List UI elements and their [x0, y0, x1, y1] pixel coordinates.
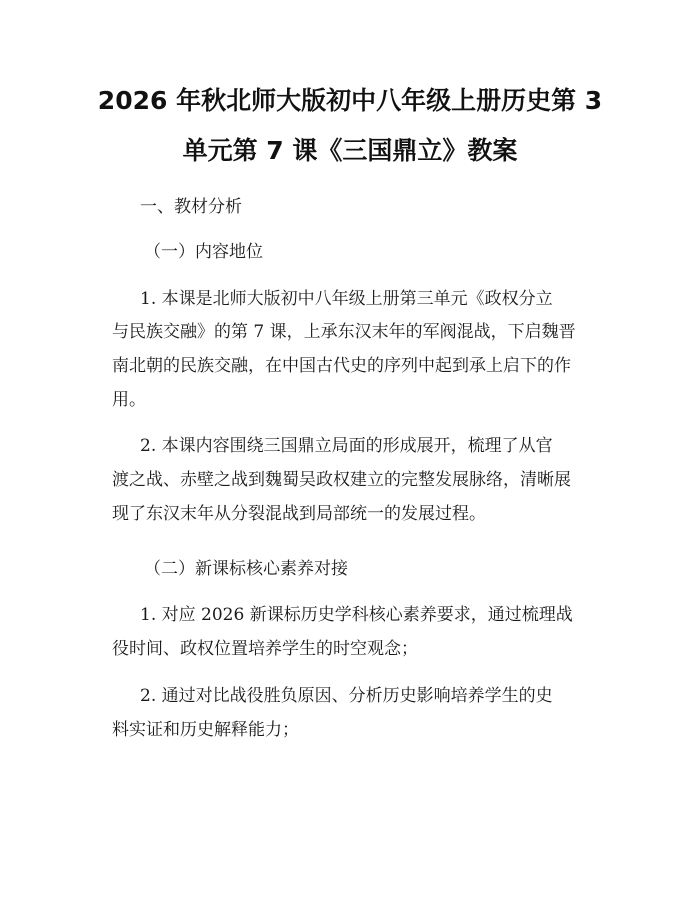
paragraph-line: 南北朝的民族交融，在中国古代史的序列中起到承上启下的作: [112, 356, 571, 376]
subsection-heading-content-position: （一）内容地位: [144, 242, 263, 262]
paragraph-line: 役时间、政权位置培养学生的时空观念；: [112, 639, 418, 659]
paragraph-line: 1. 本课是北师大版初中八年级上册第三单元《政权分立: [140, 289, 553, 309]
paragraph-line: 2. 通过对比战役胜负原因、分析历史影响培养学生的史: [140, 686, 553, 706]
paragraph-line: 与民族交融》的第 7 课，上承东汉末年的军阀混战，下启魏晋: [112, 322, 576, 342]
subsection-heading-core-literacy: （二）新课标核心素养对接: [144, 559, 348, 579]
paragraph-line: 用。: [112, 390, 146, 410]
document-title-line-2: 单元第 7 课《三国鼎立》教案: [182, 136, 518, 165]
paragraph-line: 料实证和历史解释能力；: [112, 720, 299, 740]
document-title-line-1: 2026 年秋北师大版初中八年级上册历史第 3: [97, 86, 603, 115]
paragraph-line: 2. 本课内容围绕三国鼎立局面的形成展开，梳理了从官: [140, 436, 553, 456]
paragraph-line: 1. 对应 2026 新课标历史学科核心素养要求，通过梳理战: [140, 605, 573, 625]
paragraph-line: 现了东汉末年从分裂混战到局部统一的发展过程。: [112, 504, 486, 524]
paragraph-line: 渡之战、赤壁之战到魏蜀吴政权建立的完整发展脉络，清晰展: [112, 470, 571, 490]
section-heading-textbook-analysis: 一、教材分析: [140, 197, 242, 217]
